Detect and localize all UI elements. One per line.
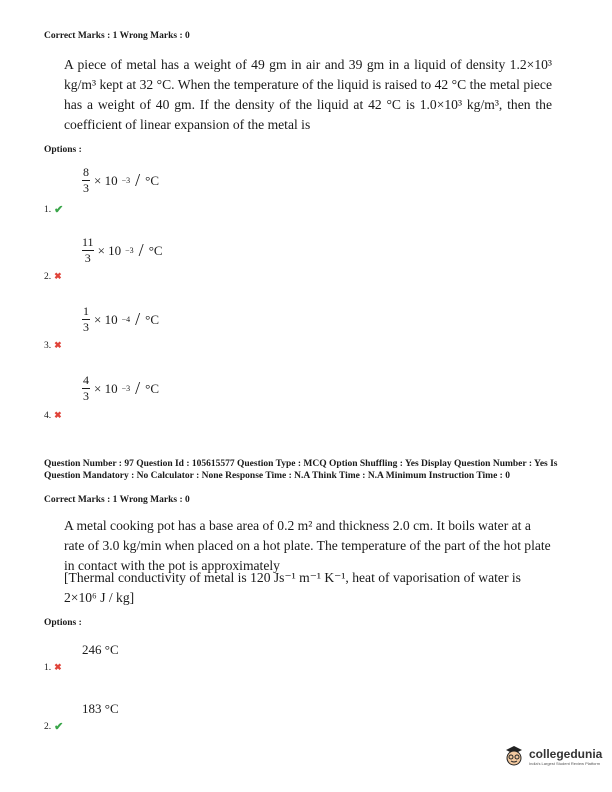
q2-marks: Correct Marks : 1 Wrong Marks : 0 (44, 495, 190, 505)
q1-text: A piece of metal has a weight of 49 gm in air and 39 gm in a liquid of density 1.2×10³ kg/m³ kept at 32 °C. When the temperature of the liquid is raised to 42 °C the metal piece has a weight of 40 gm. If the density of the liquid at 42 °C is 1.0×10³ kg/m³, then the coefficient of linear expansion of the metal is (64, 57, 552, 132)
q2-option-1-number: 1. ✖ (44, 662, 62, 673)
q1-marks: Correct Marks : 1 Wrong Marks : 0 (44, 31, 190, 41)
q1-option-3-number: 3. ✖ (44, 340, 62, 351)
q2-option-2-number: 2. ✔ (44, 721, 64, 733)
q1-option-3-value[interactable]: $\frac{1}{3}$ × 10 −4 / °C (83, 304, 159, 334)
q2-header: Question Number : 97 Question Id : 105615577 Question Type : MCQ Option Shuffling : Yes Display Question Number : Yes Is Question Mandatory : No Calculator : None Response Time : N.A Think Time : N.A Minimum Instruction Time : 0 (44, 459, 558, 481)
q1-option-1-number: 1. ✔ (44, 204, 64, 216)
cross-icon: ✖ (54, 271, 62, 281)
q2-text: A metal cooking pot has a base area of 0.2 m² and thickness 2.0 cm. It boils water at a rate of 3.0 kg/min when placed on a hot plate. The temperature of the part of the hot plate in contact with the pot is approximately (64, 518, 551, 573)
q2-option-2-value[interactable]: 183 °C (82, 701, 119, 716)
q1-option-4-number: 4. ✖ (44, 410, 62, 421)
check-icon: ✔ (54, 204, 64, 216)
q1-options-label: Options : (44, 145, 82, 155)
cross-icon: ✖ (54, 410, 62, 420)
check-icon: ✔ (54, 721, 64, 733)
q2-option-1-value[interactable]: 246 °C (82, 642, 119, 657)
mascot-icon (503, 744, 525, 768)
q1-option-2-value[interactable]: $\frac{11}{3}$ × 10 −3 / °C (82, 235, 163, 265)
q2-note: [Thermal conductivity of metal is 120 Js⁻¹ m⁻¹ K⁻¹, heat of vaporisation of water is 2×10⁶ J / kg] (64, 570, 521, 605)
q1-option-2-number: 2. ✖ (44, 271, 62, 282)
q1-option-1-value[interactable]: $\frac{8}{3}$ × 10 −3 / °C (83, 165, 159, 195)
cross-icon: ✖ (54, 340, 62, 350)
q2-options-label: Options : (44, 618, 82, 628)
collegedunia-logo: collegedunia India's Largest Student Review Platform (503, 744, 602, 768)
q1-option-4-value[interactable]: $\frac{4}{3}$ × 10 −3 / °C (83, 373, 159, 403)
cross-icon: ✖ (54, 662, 62, 672)
